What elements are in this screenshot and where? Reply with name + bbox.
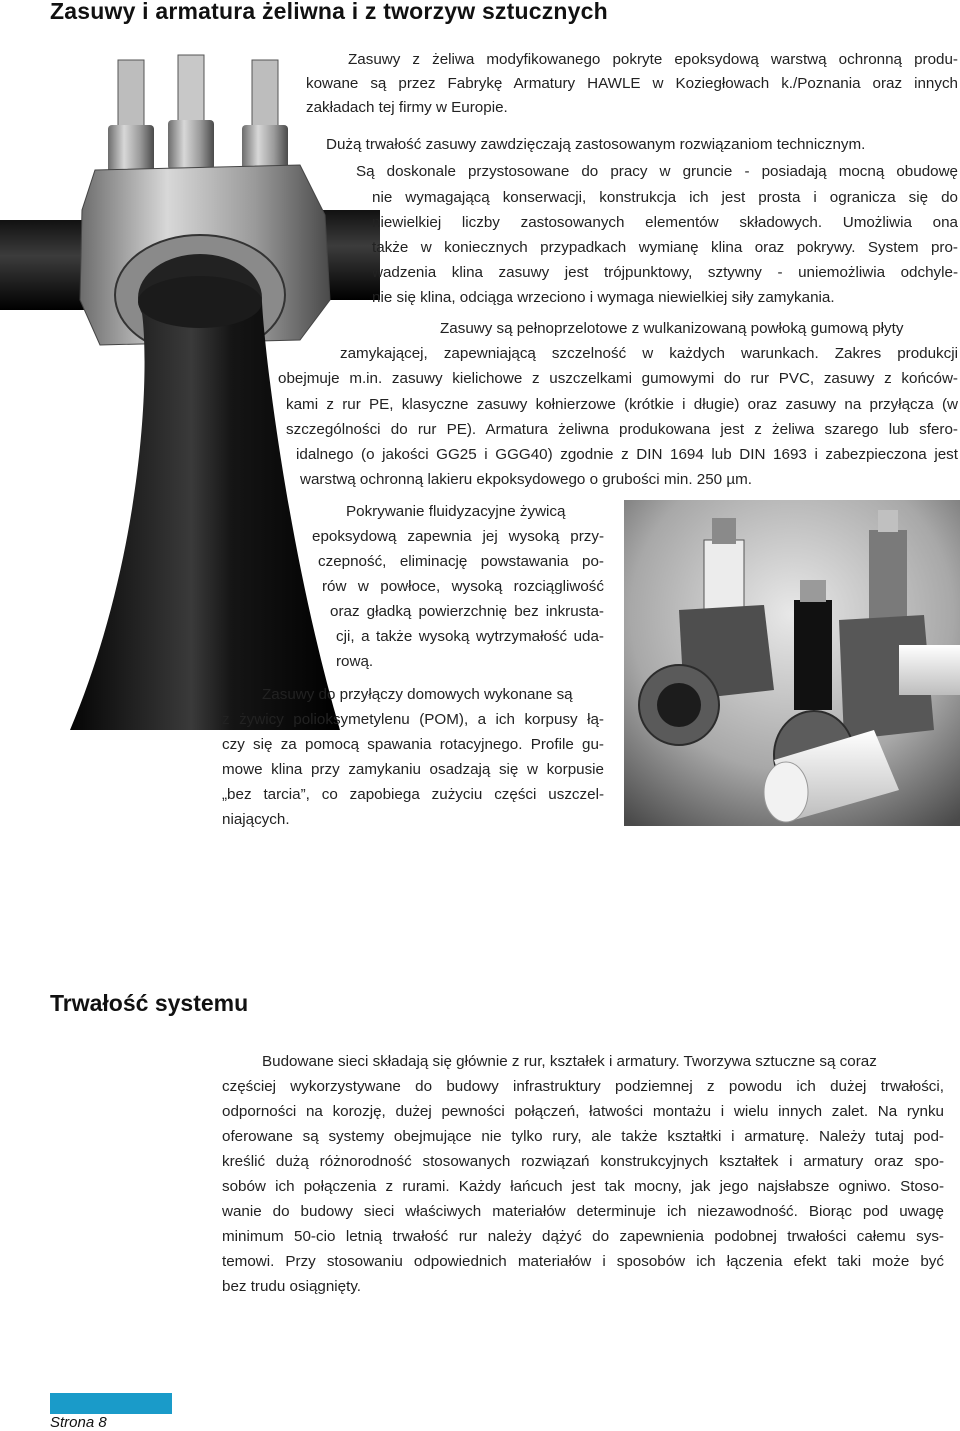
text-line: Zasuwy z żeliwa modyfikowanego pokryte epoksydową warstwą ochronną produ-	[348, 51, 958, 68]
text-line: wanie do budowy sieci właściwych materiałów determinuje ich niezawodność. Biorąc pod uwagę	[222, 1203, 944, 1220]
text-line: nie się klina, odciąga wrzeciono i wymaga niewielkiej siły zamykania.	[372, 289, 835, 306]
text-line: wadzenia klina zasuwy jest trójpunktowy, sztywny - uniemożliwia odchyle-	[372, 264, 958, 281]
text-line: Zasuwy są pełnoprzelotowe z wulkanizowaną powłoką gumową płyty	[440, 320, 904, 337]
text-line: zakładach tej firmy w Europie.	[306, 99, 508, 116]
text-line: szczególności do rur PE). Armatura żeliwna produkowana jest z żeliwa szarego lub sfero-	[286, 421, 958, 438]
text-line: czy się za pomocą spawania rotacyjnego. Profile gu-	[222, 736, 604, 753]
text-line: także w koniecznych przypadkach wymianę klina oraz pokrywy. System pro-	[372, 239, 958, 256]
text-line: częściej wykorzystywane do budowy infrastruktury podziemnej z powodu ich dużej trwałości,	[222, 1078, 944, 1095]
page-number: Strona 8	[50, 1414, 107, 1431]
text-line: minimum 50-cio letnią trwałość rur należy dążyć do zapewnienia podobnej trwałości całemu sys-	[222, 1228, 944, 1245]
text-line: kami z rur PE, klasyczne zasuwy kołnierzowe (krótkie i długie) oraz zasuwy na przyłącza (w	[286, 396, 958, 413]
text-line: czepność, eliminację powstawania po-	[318, 553, 604, 570]
section-title: Trwałość systemu	[50, 990, 249, 1016]
text-line: epoksydową zapewnia jej wysoką przy-	[312, 528, 604, 545]
text-line: kreślić dużą różnorodność stosowanych rozwiązań konstrukcyjnych kształtek i armatury oraz spo-	[222, 1153, 944, 1170]
text-line: mowe klina przy zamykaniu osadzają się w korpusie	[222, 761, 604, 778]
text-line: oferowane są systemy obejmujące nie tylko rury, ale także kształtki i armaturę. Należy tutaj pod-	[222, 1128, 944, 1145]
text-line: rów w powłoce, wysoką rozciągliwość	[322, 578, 604, 595]
text-line: „bez tarcia”, co zapobiega zużyciu części uszczel-	[222, 786, 604, 803]
text-line: rową.	[336, 653, 374, 670]
text-line: niających.	[222, 811, 290, 828]
text-line: temowi. Przy stosowaniu odpowiednich materiałów i sposobów ich łączenia efekt taki może być	[222, 1253, 944, 1270]
text-line: bez trudu osiągnięty.	[222, 1278, 362, 1295]
text-line: warstwą ochronną lakieru ekpoksydowego o grubości min. 250 µm.	[300, 471, 752, 488]
text-line: nie wymagającą konserwacji, konstrukcja ich jest prosta i ogranicza się do	[372, 189, 958, 206]
valves-photo	[624, 500, 960, 826]
text-line: Zasuwy do przyłączy domowych wykonane są	[262, 686, 573, 703]
text-line: idalnego (o jakości GG25 i GGG40) zgodnie z DIN 1694 lub DIN 1693 i zabezpieczona jest	[296, 446, 958, 463]
text-line: sobów ich połączenia z rurami. Każdy łańcuch jest tak mocny, jak jego najsłabsze ogniwo. Stoso-	[222, 1178, 944, 1195]
text-line: Dużą trwałość zasuwy zawdzięczają zastosowanym rozwiązaniom technicznym.	[326, 136, 866, 153]
text-line: kowane są przez Fabrykę Armatury HAWLE w Koziegłowach k./Poznania oraz innych	[306, 75, 958, 92]
text-line: Budowane sieci składają się głównie z rur, kształek i armatury. Tworzywa sztuczne są coraz	[262, 1053, 877, 1070]
text-line: Pokrywanie fluidyzacyjne żywicą	[346, 503, 566, 520]
text-line: z żywicy polioksymetylenu (POM), a ich korpusy łą-	[222, 711, 604, 728]
text-line: Są doskonale przystosowane do pracy w gruncie - posiadają mocną obudowę	[356, 163, 958, 180]
text-line: oraz gładką powierzchnię bez inkrusta-	[330, 603, 604, 620]
text-line: odporności na korozję, dużej pewności połączeń, łatwości montażu i wielu innych zalet. Na rynku	[222, 1103, 944, 1120]
text-line: obejmuje m.in. zasuwy kielichowe z uszczelkami gumowymi do rur PVC, zasuwy z końców-	[278, 370, 958, 387]
text-line: zamykającej, zapewniającą szczelność w każdych warunkach. Zakres produkcji	[340, 345, 958, 362]
footer-accent-bar	[50, 1393, 172, 1414]
text-line: cji, a także wysoką wytrzymałość uda-	[336, 628, 604, 645]
text-line: niewielkiej liczby zastosowanych elementów składowych. Umożliwia ona	[372, 214, 958, 231]
page-title: Zasuwy i armatura żeliwna i z tworzyw sztucznych	[50, 0, 608, 24]
